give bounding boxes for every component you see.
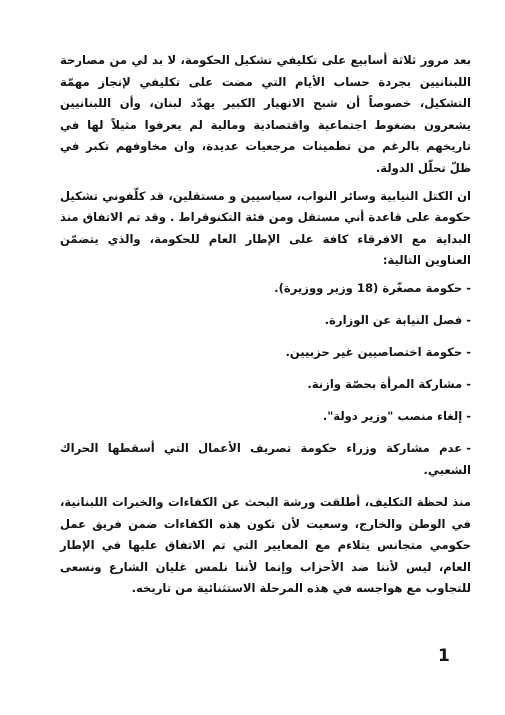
bullet-marker: - (466, 377, 471, 392)
paragraph-closing: منذ لحظة التكليف، أطلقت ورشة البحث عن الكفاءات والخبرات اللبنانية، في الوطن والخارج، وسعيت لأن تكون هذه الكفاءات ضمن فريق عمل حكومي متجانس يتلاءم مع المعايير التي تم الاتفاق عليها في الإطار العام، ليس لأننا ضد الأحزاب وإنما لأننا نلمس غليان الشارع ونسعى للتجاوب مع هواجسه في هذه المرحلة الاستثنائية من تاريخه. (60, 495, 471, 596)
list-item-text: حكومة مصغّرة (18 وزير ووزيرة). (274, 280, 463, 295)
list-item (60, 406, 471, 428)
list-item (60, 374, 471, 396)
list-item-text: عدم مشاركة وزراء حكومة تصريف الأعمال التي أسقطها الحراك الشعبي. (60, 441, 471, 477)
list-item (60, 342, 471, 364)
bullet-marker: - (466, 313, 471, 328)
principles-list (60, 278, 471, 482)
document-body (60, 50, 471, 606)
bullet-marker: - (466, 409, 471, 424)
bullet-marker: - (466, 345, 471, 360)
list-item (60, 310, 471, 332)
list-item-text: مشاركة المرأة بحصّة وازنة. (307, 377, 463, 392)
paragraph-mandate: ان الكتل النيابية وسائر النواب، سياسيين و مستقلين، قد كلّفوني تشكيل حكومة على قاعدة أني مستقل ومن فئة التكنوقراط . وقد تم الاتفاق منذ البداية مع الافرقاء كافة على الإطار العام للحكومة، والذي يتضمّن العناوين التالية: (60, 188, 471, 268)
bullet-marker: - (466, 280, 471, 295)
page-number: 1 (438, 646, 450, 666)
list-item-text: حكومة اختصاصيين غير حزبيين. (285, 345, 463, 360)
paragraph-intro: بعد مرور ثلاثة أسابيع على تكليفي تشكيل الحكومة، لا بد لي من مصارحة اللبنانيين بجردة حساب الأيام التي مضت على تكليفي لإنجاز مهمّة التشكيل، خصوصاً أن شبح الانهيار الكبير يهدّد لبنان، وأن اللبنانيين يشعرون بضغوط اجتماعية واقتصادية ومالية لم يعرفوا مثيلاً لها في تاريخهم بالرغم من تطمينات مرجعيات عديدة، وان مخاوفهم تكبر في ظلّ تحلّل الدولة. (60, 53, 471, 175)
list-item-text: إلغاء منصب "وزير دولة". (322, 409, 463, 424)
list-item-text: فصل النيابة عن الوزارة. (324, 313, 463, 328)
list-item (60, 438, 471, 481)
bullet-marker: - (466, 441, 471, 456)
list-item (60, 278, 471, 300)
